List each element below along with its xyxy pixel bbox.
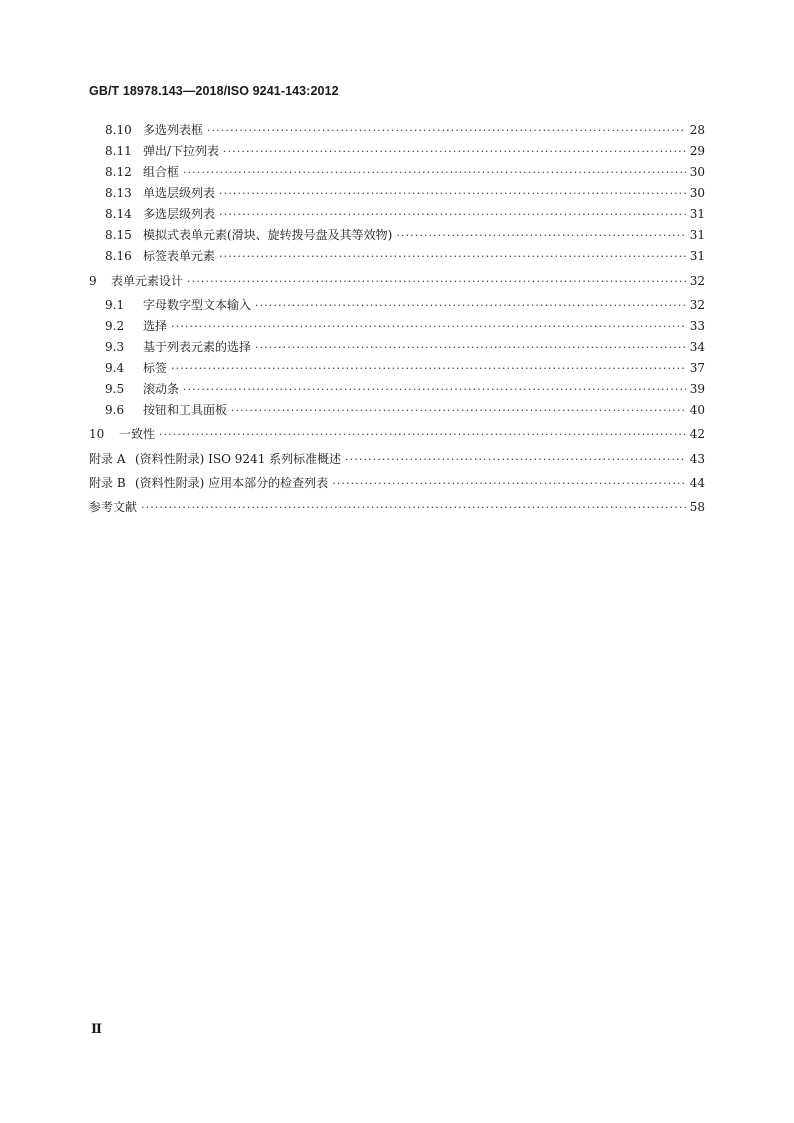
toc-entry[interactable]: [105, 296, 705, 314]
toc-entry-title: (资料性附录) ISO 9241 系列标准概述: [135, 452, 342, 466]
toc-entry-title: 多选层级列表: [143, 207, 216, 221]
toc-entry[interactable]: [89, 474, 705, 492]
toc-leader-dots: [332, 475, 686, 493]
toc-entry[interactable]: [105, 380, 705, 398]
toc-entry[interactable]: [105, 401, 705, 419]
toc-entry-number: 8.10: [105, 123, 132, 137]
toc-entry-title: 标签: [143, 361, 168, 375]
toc-entry-number: 9.6: [105, 403, 125, 417]
toc-entry-number: 8.12: [105, 165, 132, 179]
toc-entry[interactable]: [105, 142, 705, 160]
toc-leader-dots: [345, 451, 686, 469]
toc-entry-number: 9.4: [105, 361, 125, 375]
toc-entry-number: 8.13: [105, 186, 132, 200]
toc-entry-page: 39: [689, 382, 705, 396]
toc-entry-title: 按钮和工具面板: [143, 403, 228, 417]
toc-entry-title: 单选层级列表: [143, 186, 216, 200]
toc-entry-number: 9: [89, 274, 97, 288]
toc-entry[interactable]: [105, 317, 705, 335]
toc-entry-page: 31: [689, 228, 705, 242]
toc-entry-page: 32: [689, 274, 705, 288]
toc-entry-title: 标签表单元素: [143, 249, 216, 263]
toc-entry-page: 30: [689, 186, 705, 200]
toc-entry-title: 字母数字型文本输入: [143, 298, 252, 312]
toc-entry-number: 附录 A: [89, 452, 126, 466]
toc-entry[interactable]: [105, 247, 705, 265]
toc-entry-page: 33: [689, 319, 705, 333]
toc-entry-page: 28: [689, 123, 705, 137]
toc-entry-number: 9.1: [105, 298, 125, 312]
toc-entry-page: 44: [689, 476, 705, 490]
toc-leader-dots: [183, 381, 686, 399]
standard-number: GB/T 18978.143—2018/ISO 9241-143:2012: [89, 84, 339, 98]
toc-leader-dots: [159, 426, 686, 444]
toc-leader-dots: [219, 206, 686, 224]
toc-entry[interactable]: [89, 450, 705, 468]
toc-leader-dots: [171, 360, 686, 378]
toc-leader-dots: [255, 339, 686, 357]
toc-entry[interactable]: [105, 121, 705, 139]
toc-entry-page: 34: [689, 340, 705, 354]
toc-entry-page: 43: [689, 452, 705, 466]
toc-entry[interactable]: [105, 184, 705, 202]
toc-entry[interactable]: [105, 163, 705, 181]
toc-entry-title: (资料性附录) 应用本部分的检查列表: [135, 476, 329, 490]
toc-leader-dots: [223, 143, 686, 161]
toc-entry-number: 9.5: [105, 382, 125, 396]
toc-entry-page: 31: [689, 207, 705, 221]
toc-leader-dots: [219, 185, 686, 203]
toc-entry-number: 8.15: [105, 228, 132, 242]
toc-entry[interactable]: [89, 498, 705, 516]
toc-entry-title: 参考文献: [89, 500, 138, 514]
toc-leader-dots: [183, 164, 686, 182]
toc-entry[interactable]: [105, 338, 705, 356]
toc-leader-dots: [207, 122, 686, 140]
toc-entry-title: 表单元素设计: [111, 274, 184, 288]
toc-entry-page: 31: [689, 249, 705, 263]
document-header: [89, 84, 339, 98]
toc-leader-dots: [396, 227, 685, 245]
toc-entry-title: 基于列表元素的选择: [143, 340, 252, 354]
toc-entry[interactable]: [89, 272, 705, 290]
toc-entry-title: 滚动条: [143, 382, 180, 396]
toc-leader-dots: [219, 248, 686, 266]
toc-entry-title: 弹出/下拉列表: [143, 144, 220, 158]
toc-entry-number: 附录 B: [89, 476, 126, 490]
toc-entry-page: 37: [689, 361, 705, 375]
toc-entry-page: 42: [689, 427, 705, 441]
toc-entry-page: 58: [689, 500, 705, 514]
toc-leader-dots: [187, 273, 686, 291]
toc-entry-title: 选择: [143, 319, 168, 333]
toc-entry-number: 9.3: [105, 340, 125, 354]
toc-entry-number: 10: [89, 427, 105, 441]
toc-entry-page: 29: [689, 144, 705, 158]
toc-leader-dots: [255, 297, 686, 315]
toc-entry[interactable]: [89, 425, 705, 443]
toc-leader-dots: [231, 402, 686, 420]
toc-entry[interactable]: [105, 205, 705, 223]
toc-leader-dots: [171, 318, 686, 336]
toc-entry-number: 9.2: [105, 319, 125, 333]
toc-entry-page: 32: [689, 298, 705, 312]
toc-entry-number: 8.14: [105, 207, 132, 221]
toc-leader-dots: [141, 499, 686, 517]
toc-entry-page: 40: [689, 403, 705, 417]
toc-entry-page: 30: [689, 165, 705, 179]
toc-entry-title: 多选列表框: [143, 123, 204, 137]
page-number: Ⅱ: [91, 1022, 102, 1037]
toc-entry-title: 一致性: [119, 427, 156, 441]
toc-entry-title: 模拟式表单元素(滑块、旋转拨号盘及其等效物): [143, 228, 393, 242]
toc-entry[interactable]: [105, 226, 705, 244]
toc-entry[interactable]: [105, 359, 705, 377]
toc-entry-number: 8.11: [105, 144, 132, 158]
toc-entry-title: 组合框: [143, 165, 180, 179]
toc-entry-number: 8.16: [105, 249, 132, 263]
